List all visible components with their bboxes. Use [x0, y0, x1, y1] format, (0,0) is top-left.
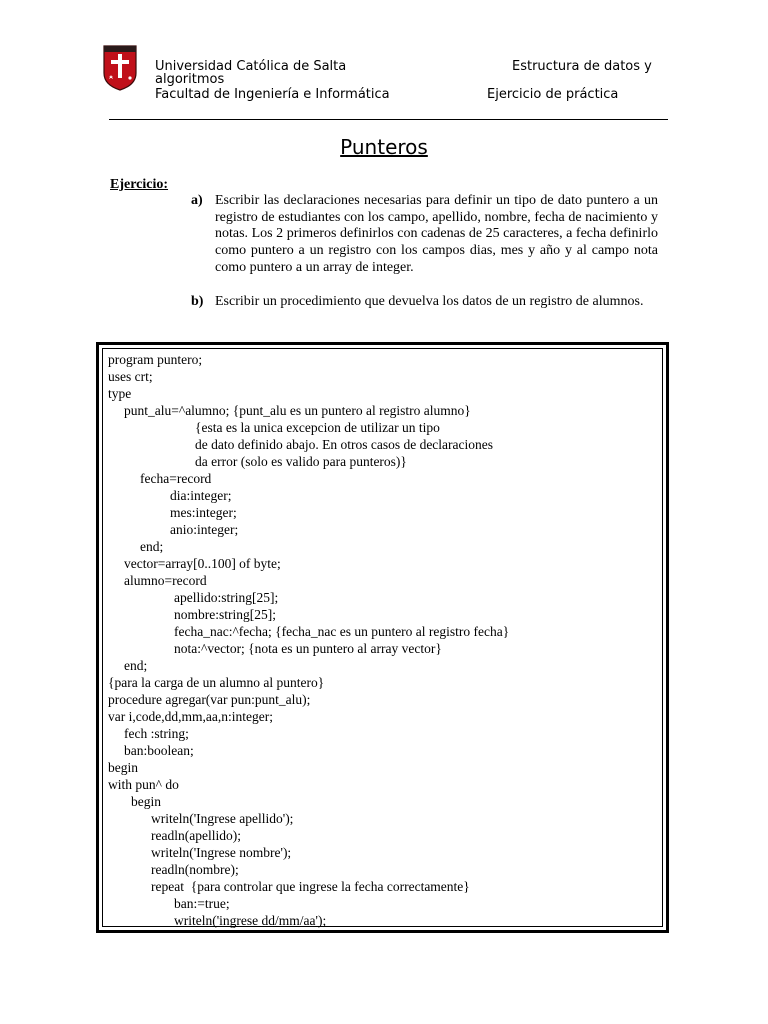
code-line: alumno=record — [124, 573, 207, 588]
code-line: end; — [140, 539, 164, 554]
code-line: end; — [124, 658, 148, 673]
code-line: da error (solo es valido para punteros)} — [195, 454, 407, 469]
page-title: Punteros — [340, 135, 428, 159]
faculty-name: Facultad de Ingeniería e Informática — [155, 87, 390, 102]
code-line: fech :string; — [124, 726, 189, 741]
course-name: Estructura de datos y — [512, 59, 652, 74]
code-line: writeln('Ingrese apellido'); — [151, 811, 294, 826]
code-line: vector=array[0..100] of byte; — [124, 556, 281, 571]
university-name: Universidad Católica de Salta — [155, 59, 347, 74]
code-line: apellido:string[25]; — [174, 590, 279, 605]
code-line: with pun^ do — [108, 777, 179, 792]
code-line: anio:integer; — [170, 522, 239, 537]
item-a-text: Escribir las declaraciones necesarias para definir un tipo de dato puntero a un registro de estudiantes con los campo, apellido, nombre, fecha de nacimiento y notas. Los 2 primeros definirlos con cadenas de 25 caracteres, a fecha definirlo como puntero a un registro con los campos dias, mes y año y al campo nota como puntero a un array de integer. — [215, 193, 658, 275]
code-line: {esta es la unica excepcion de utilizar un tipo — [195, 420, 440, 435]
code-line: punt_alu=^alumno; {punt_alu es un puntero al registro alumno} — [124, 403, 471, 418]
code-line: readln(nombre); — [151, 862, 239, 877]
code-line: readln(apellido); — [151, 828, 241, 843]
code-line: repeat {para controlar que ingrese la fecha correctamente} — [151, 879, 470, 894]
code-line: uses crt; — [108, 369, 153, 384]
course-name-continuation: algoritmos — [155, 72, 225, 87]
code-line: fecha=record — [140, 471, 212, 486]
code-line: fecha_nac:^fecha; {fecha_nac es un puntero al registro fecha} — [174, 624, 510, 639]
code-line: ban:boolean; — [124, 743, 194, 758]
code-line: var i,code,dd,mm,aa,n:integer; — [108, 709, 273, 724]
code-line: ban:=true; — [174, 896, 230, 911]
university-crest-icon — [103, 45, 137, 91]
code-line: writeln('Ingrese nombre'); — [151, 845, 292, 860]
code-line: de dato definido abajo. En otros casos de declaraciones — [195, 437, 494, 452]
exercise-type: Ejercicio de práctica — [487, 87, 619, 102]
code-line: procedure agregar(var pun:punt_alu); — [108, 692, 311, 707]
item-b-letter: b) — [191, 294, 204, 309]
code-line: begin — [108, 760, 138, 775]
item-b-text: Escribir un procedimiento que devuelva los datos de un registro de alumnos. — [215, 294, 644, 309]
code-line: {para la carga de un alumno al puntero} — [108, 675, 325, 690]
code-line: writeln('ingrese dd/mm/aa'); — [174, 913, 327, 928]
code-line: dia:integer; — [170, 488, 232, 503]
code-line: mes:integer; — [170, 505, 237, 520]
code-line: nombre:string[25]; — [174, 607, 276, 622]
header-divider — [109, 119, 668, 120]
code-line: nota:^vector; {nota es un puntero al array vector} — [174, 641, 442, 656]
exercise-label: Ejercicio: — [110, 177, 169, 192]
code-line: program puntero; — [108, 352, 203, 367]
code-line: begin — [131, 794, 161, 809]
code-line: type — [108, 386, 132, 401]
item-a-letter: a) — [191, 193, 203, 208]
